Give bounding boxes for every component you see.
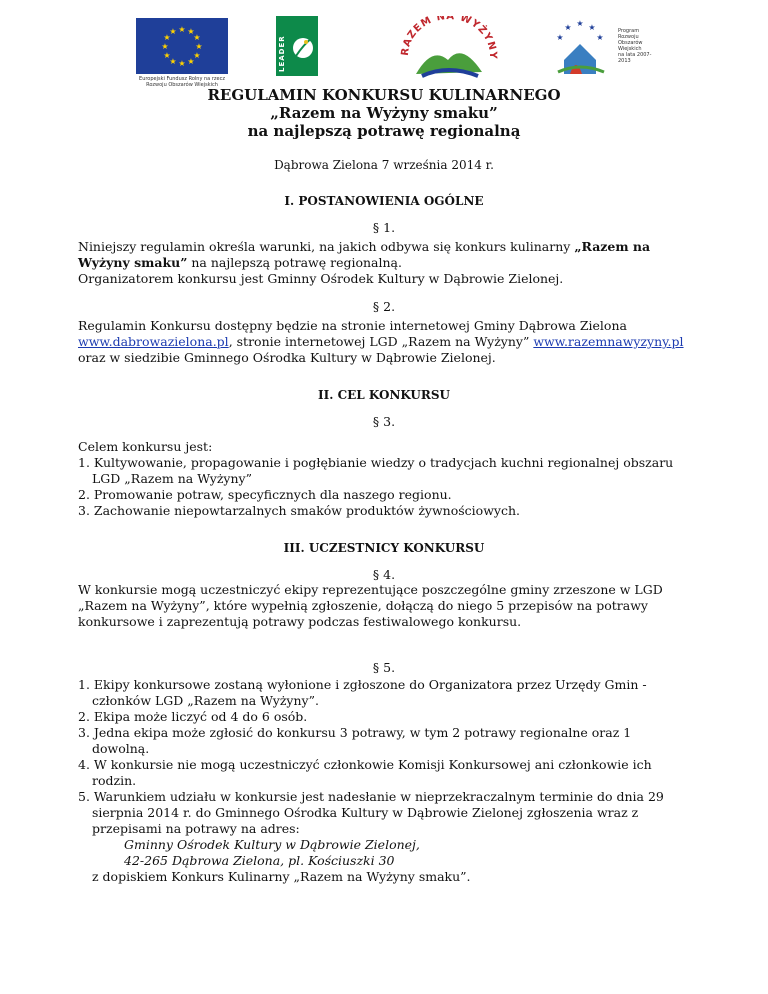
svg-text:★: ★ bbox=[169, 27, 177, 36]
svg-text:★: ★ bbox=[161, 42, 169, 51]
rule-item: 3. Jedna ekipa może zgłosić do konkursu 3 potrawy, w tym 2 potrawy regionalne oraz 1 dowolną. bbox=[78, 725, 632, 756]
paragraph-2-text bbox=[78, 318, 690, 366]
goal-item: 2. Promowanie potraw, specyficznych dla naszego regionu. bbox=[78, 487, 452, 502]
document-date: Dąbrowa Zielona 7 września 2014 r. bbox=[274, 158, 494, 172]
prow-logo bbox=[546, 16, 656, 82]
section-heading-3: III. UCZESTNICY KONKURSU bbox=[283, 541, 485, 555]
participant-rules-list bbox=[78, 677, 690, 837]
title-line-2: „Razem na Wyżyny smaku” bbox=[270, 104, 498, 122]
paragraph-number-3: § 3. bbox=[372, 414, 396, 429]
paragraph-number-4: § 4. bbox=[372, 567, 396, 582]
svg-text:RAZEM NA WYŻYNY bbox=[400, 16, 498, 60]
prow-caption: Program Rozwoju Obszarów Wiejskich na lata 2007-2013 bbox=[618, 28, 652, 64]
paragraph-4-text: W konkursie mogą uczestniczyć ekipy reprezentujące poszczególne gminy zrzeszone w LGD „Razem na Wyżyny”, które wypełnią zgłoszenie, dołączą do niego 5 przepisów na potrawy konkursowe i zaprezentują potrawy podczas festiwalowego konkursu. bbox=[78, 582, 663, 629]
p1-text-after: na najlepszą potrawę regionalną. bbox=[187, 255, 402, 270]
address-note: z dopiskiem Konkurs Kulinarny „Razem na Wyżyny smaku”. bbox=[92, 869, 471, 884]
p1-text-before: Niniejszy regulamin określa warunki, na jakich odbywa się konkurs kulinarny bbox=[78, 239, 575, 254]
svg-text:★: ★ bbox=[193, 33, 201, 42]
contest-name-bold: „Razem na Wyżyny smaku” bbox=[78, 239, 651, 270]
p2-text-2: , stronie internetowej LGD „Razem na Wyżyny” bbox=[228, 334, 534, 349]
svg-text:★: ★ bbox=[576, 19, 584, 28]
svg-text:★: ★ bbox=[195, 42, 203, 51]
svg-text:★: ★ bbox=[564, 23, 572, 32]
svg-text:★: ★ bbox=[163, 33, 171, 42]
paragraph-number-1: § 1. bbox=[372, 220, 396, 235]
svg-text:★: ★ bbox=[193, 51, 201, 60]
paragraph-1-text bbox=[78, 239, 690, 271]
p2-text-3: oraz w siedzibie Gminnego Ośrodka Kultury w Dąbrowie Zielonej. bbox=[78, 350, 496, 365]
svg-text:★: ★ bbox=[596, 33, 604, 42]
section-heading-2: II. CEL KONKURSU bbox=[318, 388, 450, 402]
svg-text:★: ★ bbox=[556, 33, 564, 42]
title-line-1: REGULAMIN KONKURSU KULINARNEGO bbox=[207, 86, 561, 104]
goals-intro: Celem konkursu jest: bbox=[78, 439, 213, 454]
document-body bbox=[78, 86, 690, 885]
goals-list bbox=[78, 455, 690, 519]
eu-logo bbox=[136, 18, 228, 88]
paragraph-number-5: § 5. bbox=[372, 660, 396, 675]
razem-na-wyzyny-logo bbox=[398, 16, 498, 82]
rule-item: 5. Warunkiem udziału w konkursie jest nadesłanie w nieprzekraczalnym terminie do dnia 29 sierpnia 2014 r. do Gminnego Ośrodka Kultury w Dąbrowie Zielonej zgłoszenia wraz z przepisami na potrawy na adres: bbox=[78, 789, 664, 836]
rule-item: 1. Ekipy konkursowe zostaną wyłonione i zgłoszone do Organizatora przez Urzędy Gmin - członków LGD „Razem na Wyżyny”. bbox=[78, 677, 647, 708]
title-line-3: na najlepszą potrawę regionalną bbox=[247, 122, 521, 140]
svg-text:★: ★ bbox=[178, 59, 186, 68]
address-line-2: 42-265 Dąbrowa Zielona, pl. Kościuszki 30 bbox=[124, 853, 395, 868]
svg-text:★: ★ bbox=[163, 51, 171, 60]
razem-arc-text: RAZEM NA WYŻYNY bbox=[399, 16, 498, 60]
prow-emblem-icon bbox=[546, 16, 616, 82]
rule-item: 2. Ekipa może liczyć od 4 do 6 osób. bbox=[78, 709, 308, 724]
goal-item: 1. Kultywowanie, propagowanie i pogłębianie wiedzy o tradycjach kuchni regionalnej obszaru LGD „Razem na Wyżyny” bbox=[78, 455, 674, 486]
link-razemnawyzyny[interactable]: www.razemnawyzyny.pl bbox=[533, 334, 684, 349]
rule-item: 4. W konkursie nie mogą uczestniczyć członkowie Komisji Konkursowej ani członkowie ich rodzin. bbox=[78, 757, 652, 788]
goal-item: 3. Zachowanie niepowtarzalnych smaków produktów żywnościowych. bbox=[78, 503, 520, 518]
link-dabrowazielona[interactable]: www.dabrowazielona.pl bbox=[78, 334, 229, 349]
paragraph-1-organizer: Organizatorem konkursu jest Gminny Ośrodek Kultury w Dąbrowie Zielonej. bbox=[78, 271, 564, 286]
eu-flag-icon bbox=[136, 18, 228, 74]
svg-text:★: ★ bbox=[169, 57, 177, 66]
svg-text:★: ★ bbox=[588, 23, 596, 32]
section-heading-1: I. POSTANOWIENIA OGÓLNE bbox=[284, 194, 484, 208]
paragraph-number-2: § 2. bbox=[372, 299, 396, 314]
leader-logo bbox=[276, 16, 318, 76]
logo-bar bbox=[0, 10, 768, 88]
svg-text:★: ★ bbox=[178, 25, 186, 34]
svg-text:★: ★ bbox=[187, 57, 195, 66]
leader-text: LEADER bbox=[278, 35, 286, 72]
address-line-1: Gminny Ośrodek Kultury w Dąbrowie Zielonej, bbox=[124, 837, 420, 852]
svg-text:★: ★ bbox=[187, 27, 195, 36]
p2-text-1: Regulamin Konkursu dostępny będzie na stronie internetowej Gminy Dąbrowa Zielona bbox=[78, 318, 627, 333]
eu-caption: Europejski Fundusz Rolny na rzecz Rozwoju Obszarów Wiejskich bbox=[139, 76, 225, 88]
